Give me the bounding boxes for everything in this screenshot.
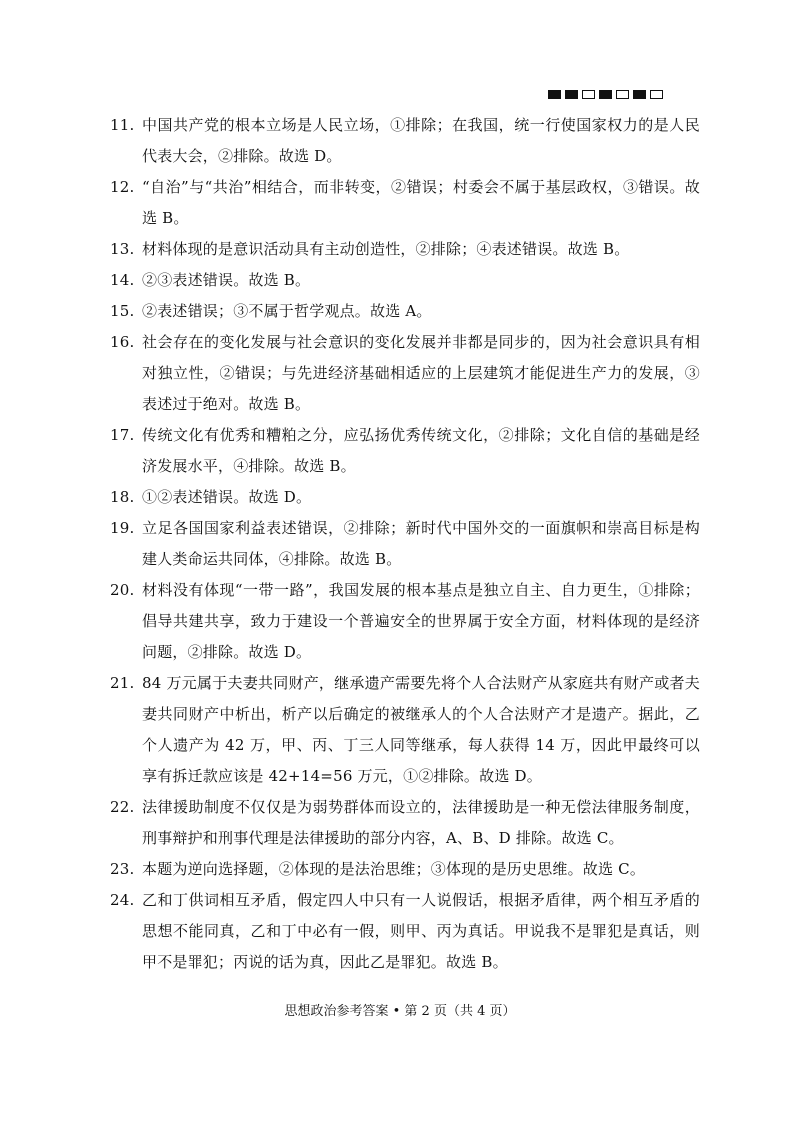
answer-text: 社会存在的变化发展与社会意识的变化发展并非都是同步的，因为社会意识具有相对独立性，②错误；与先进经济基础相适应的上层建筑才能促进生产力的发展，③表述过于绝对。故选 B。: [142, 333, 700, 413]
answer-text: 84 万元属于夫妻共同财产，继承遗产需要先将个人合法财产从家庭共有财产或者夫妻共同财产中析出，析产以后确定的被继承人的个人合法财产才是遗产。据此，乙个人遗产为 42 万，甲、丙、丁三人同等继承，每人获得 14 万，因此甲最终可以享有拆迁款应该是 42+14=56 万元，①②排除。故选 D。: [142, 674, 700, 785]
answer-item: [110, 854, 700, 885]
header-marks: [548, 90, 663, 99]
answer-number: 14.: [110, 271, 135, 289]
answer-item: [110, 296, 700, 327]
answer-item: [110, 265, 700, 296]
answer-text: ②表述错误；③不属于哲学观点。故选 A。: [142, 302, 432, 320]
answer-number: 15.: [110, 302, 135, 320]
answer-item: [110, 513, 700, 575]
answer-text: 立足各国国家利益表述错误，②排除；新时代中国外交的一面旗帜和崇高目标是构建人类命运共同体，④排除。故选 B。: [142, 519, 700, 568]
answer-number: 23.: [110, 860, 135, 878]
answer-item: [110, 482, 700, 513]
answer-number: 21.: [110, 674, 135, 692]
answer-number: 12.: [110, 178, 135, 196]
answer-text: “自治”与“共治”相结合，而非转变，②错误；村委会不属于基层政权，③错误。故选 B。: [142, 178, 700, 227]
answer-number: 11.: [110, 116, 135, 134]
answer-number: 18.: [110, 488, 135, 506]
header-mark: [548, 90, 561, 99]
answer-text: 传统文化有优秀和糟粕之分，应弘扬优秀传统文化，②排除；文化自信的基础是经济发展水平，④排除。故选 B。: [142, 426, 700, 475]
answer-text: ①②表述错误。故选 D。: [142, 488, 312, 506]
answer-item: [110, 792, 700, 854]
answer-number: 19.: [110, 519, 135, 537]
answer-text: 法律援助制度不仅仅是为弱势群体而设立的，法律援助是一种无偿法律服务制度，刑事辩护和刑事代理是法律援助的部分内容，A、B、D 排除。故选 C。: [142, 798, 700, 847]
answer-number: 22.: [110, 798, 135, 816]
header-mark: [616, 90, 629, 99]
page-footer: 思想政治参考答案 • 第 2 页（共 4 页）: [284, 1004, 516, 1019]
answer-text: ②③表述错误。故选 B。: [142, 271, 311, 289]
answer-text: 乙和丁供词相互矛盾，假定四人中只有一人说假话，根据矛盾律，两个相互矛盾的思想不能同真，乙和丁中必有一假，则甲、丙为真话。甲说我不是罪犯是真话，则甲不是罪犯；丙说的话为真，因此乙是罪犯。故选 B。: [142, 891, 700, 971]
header-mark: [565, 90, 578, 99]
header-mark: [599, 90, 612, 99]
answer-number: 13.: [110, 240, 135, 258]
answer-item: [110, 575, 700, 668]
answer-text: 材料没有体现“一带一路”，我国发展的根本基点是独立自主、自力更生，①排除；倡导共建共享，致力于建设一个普遍安全的世界属于安全方面，材料体现的是经济问题，②排除。故选 D。: [142, 581, 700, 661]
answer-item: [110, 172, 700, 234]
answer-text: 中国共产党的根本立场是人民立场，①排除；在我国，统一行使国家权力的是人民代表大会，②排除。故选 D。: [142, 116, 700, 165]
answer-item: [110, 234, 700, 265]
answer-number: 16.: [110, 333, 135, 351]
header-mark: [650, 90, 663, 99]
answer-item: [110, 885, 700, 978]
answer-text: 材料体现的是意识活动具有主动创造性，②排除；④表述错误。故选 B。: [142, 240, 630, 258]
answer-item: [110, 668, 700, 792]
header-mark: [582, 90, 595, 99]
answer-number: 17.: [110, 426, 135, 444]
answer-item: [110, 327, 700, 420]
answer-text: 本题为逆向选择题，②体现的是法治思维；③体现的是历史思维。故选 C。: [142, 860, 646, 878]
answer-list: [110, 110, 700, 978]
answer-item: [110, 110, 700, 172]
answer-item: [110, 420, 700, 482]
answer-number: 24.: [110, 891, 135, 909]
header-mark: [633, 90, 646, 99]
answer-number: 20.: [110, 581, 135, 599]
